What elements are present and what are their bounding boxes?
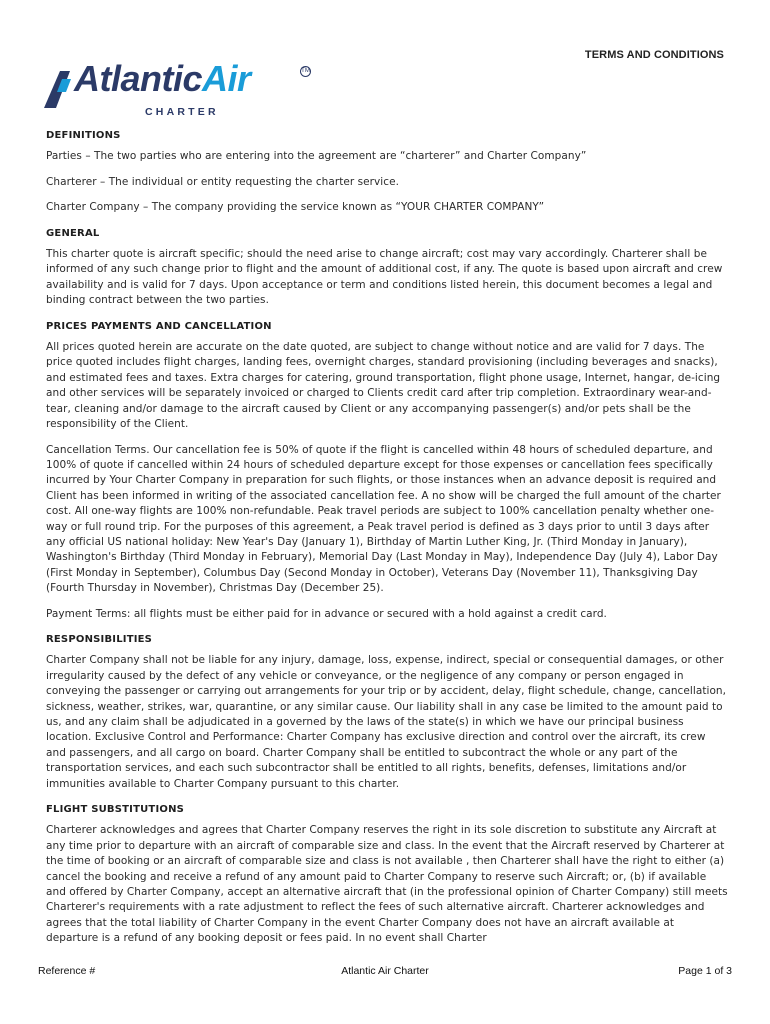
paragraph: Charter Company – The company providing the service known as “YOUR CHARTER COMPANY” (46, 201, 545, 214)
paragraph: This charter quote is aircraft specific; should the need arise to change aircraft; cost may vary accordingly. Charterer shall be informed of any such change prior to flight and the amount of additional cost, if any. The quote is based upon aircraft and crew availability and is valid for 7 days. Upon acceptance or term and conditions listed herein, this document becomes a legal and binding contract between the two parties. (46, 248, 723, 307)
section-heading-substitutions: FLIGHT SUBSTITUTIONS (46, 804, 185, 816)
paragraph: Charterer acknowledges and agrees that Charter Company reserves the right in its sole discretion to substitute any Aircraft at any time prior to departure with an aircraft of comparable size and class. In the event that the Aircraft reserved by Charterer at the time of booking or an aircraft of comparable size and class is not available , then Charterer shall have the right to either (a) cancel the booking and receive a refund of any amount paid to Charter Company to reserve such Aircraft; or, (b) if available and offered by Charter Company, accept an alternative aircraft that (in the professional opinion of Charter Company) still meets Charterer's requirements with a rate adjustment to reflect the fees of such alternative aircraft. Charterer acknowledges and agrees that the total liability of Charter Company in the event Charter Company does not have an aircraft available at departure is a refund of any booking deposit or fees paid. In no event shall Charter (46, 824, 728, 945)
footer-company: Atlantic Air Charter (341, 965, 429, 977)
document-body (46, 124, 728, 962)
document-title: TERMS AND CONDITIONS (584, 49, 724, 61)
section-heading-prices: PRICES PAYMENTS AND CANCELLATION (46, 320, 272, 332)
paragraph: Charterer – The individual or entity requesting the charter service. (46, 175, 399, 188)
paragraph: All prices quoted herein are accurate on the date quoted, are subject to change without notice and are valid for 7 days. The price quoted includes flight charges, landing fees, overnight charges, standard provisioning (including beverages and snacks), and estimated fees and taxes. Extra charges for catering, ground transportation, flight phone usage, Internet, hangar, de-icing and other services will be separately invoiced or charged to Clients credit card after trip completion. Extraordinary wear-and-tear, cleaning and/or damage to the aircraft caused by Client or any accompanying passenger(s) and/or pets shall be the responsibility of the Client. (46, 341, 721, 431)
paragraph: Cancellation Terms. Our cancellation fee is 50% of quote if the flight is cancelled within 48 hours of scheduled departure, and 100% of quote if cancelled within 24 hours of scheduled departure except for those expenses or cancellation fees specifically incurred by Your Charter Company in preparation for such flights, or those instances when an advance deposit is required and Client has been informed in writing of the associated cancellation fee. A no show will be charged the full amount of the charter cost. All one-way flights are 100% non-refundable. Peak travel periods are subject to 100% cancellation penalty whether one-way or full round trip. For the purposes of this agreement, a Peak travel period is defined as 3 days prior to until 3 days after any official US national holiday: New Year's Day (January 1), Birthday of Martin Luther King, Jr. (Third Monday in January), Washington's Birthday (Third Monday in February), Memorial Day (Last Monday in May), Independence Day (July 4), Labor Day (First Monday in September), Columbus Day (Second Monday in October), Veterans Day (November 11), Thanksgiving Day (Fourth Thursday in November), Christmas Day (December 25). (46, 443, 721, 595)
footer-reference: Reference # (38, 965, 96, 977)
wing-logo-icon (42, 70, 72, 110)
company-logo (42, 58, 312, 122)
paragraph: Parties – The two parties who are entering into the agreement are “charterer” and Charter Company” (46, 150, 587, 163)
paragraph: Charter Company shall not be liable for any injury, damage, loss, expense, indirect, special or consequential damages, or other irregularity caused by the defect of any vehicle or conveyance, or the negligence of any company or person engaged in conveying the passenger or carrying out arrangements for your trip or by accident, delay, flight schedule, change, cancellation, sickness, weather, strikes, war, quarantine, or any similar cause. Our liability shall in any case be limited to the amount paid to us, and any claim shall be adjudicated in a governed by the laws of the state(s) in which we have our principal business location. Exclusive Control and Performance: Charter Company has exclusive direction and control over the aircraft, its crew and passengers, and all cargo on board. Charter Company shall be entitled to subcontract the whole or any part of the transportation services, and each such subcontractor shall be entitled to all rights, benefits, defenses, limitations and/or immunities available to Charter Company pursuant to this charter. (46, 654, 727, 790)
page-footer (38, 965, 732, 979)
section-heading-responsibilities: RESPONSIBILITIES (46, 633, 153, 645)
trademark-badge: TM (300, 66, 311, 77)
footer-page-number: Page 1 of 3 (678, 965, 732, 977)
section-heading-definitions: DEFINITIONS (46, 130, 121, 141)
logo-subtitle: CHARTER (145, 106, 219, 118)
logo-wordmark: AtlanticAir (74, 58, 251, 99)
section-heading-general: GENERAL (46, 227, 100, 239)
paragraph: Payment Terms: all flights must be either paid for in advance or secured with a hold against a credit card. (46, 607, 607, 620)
